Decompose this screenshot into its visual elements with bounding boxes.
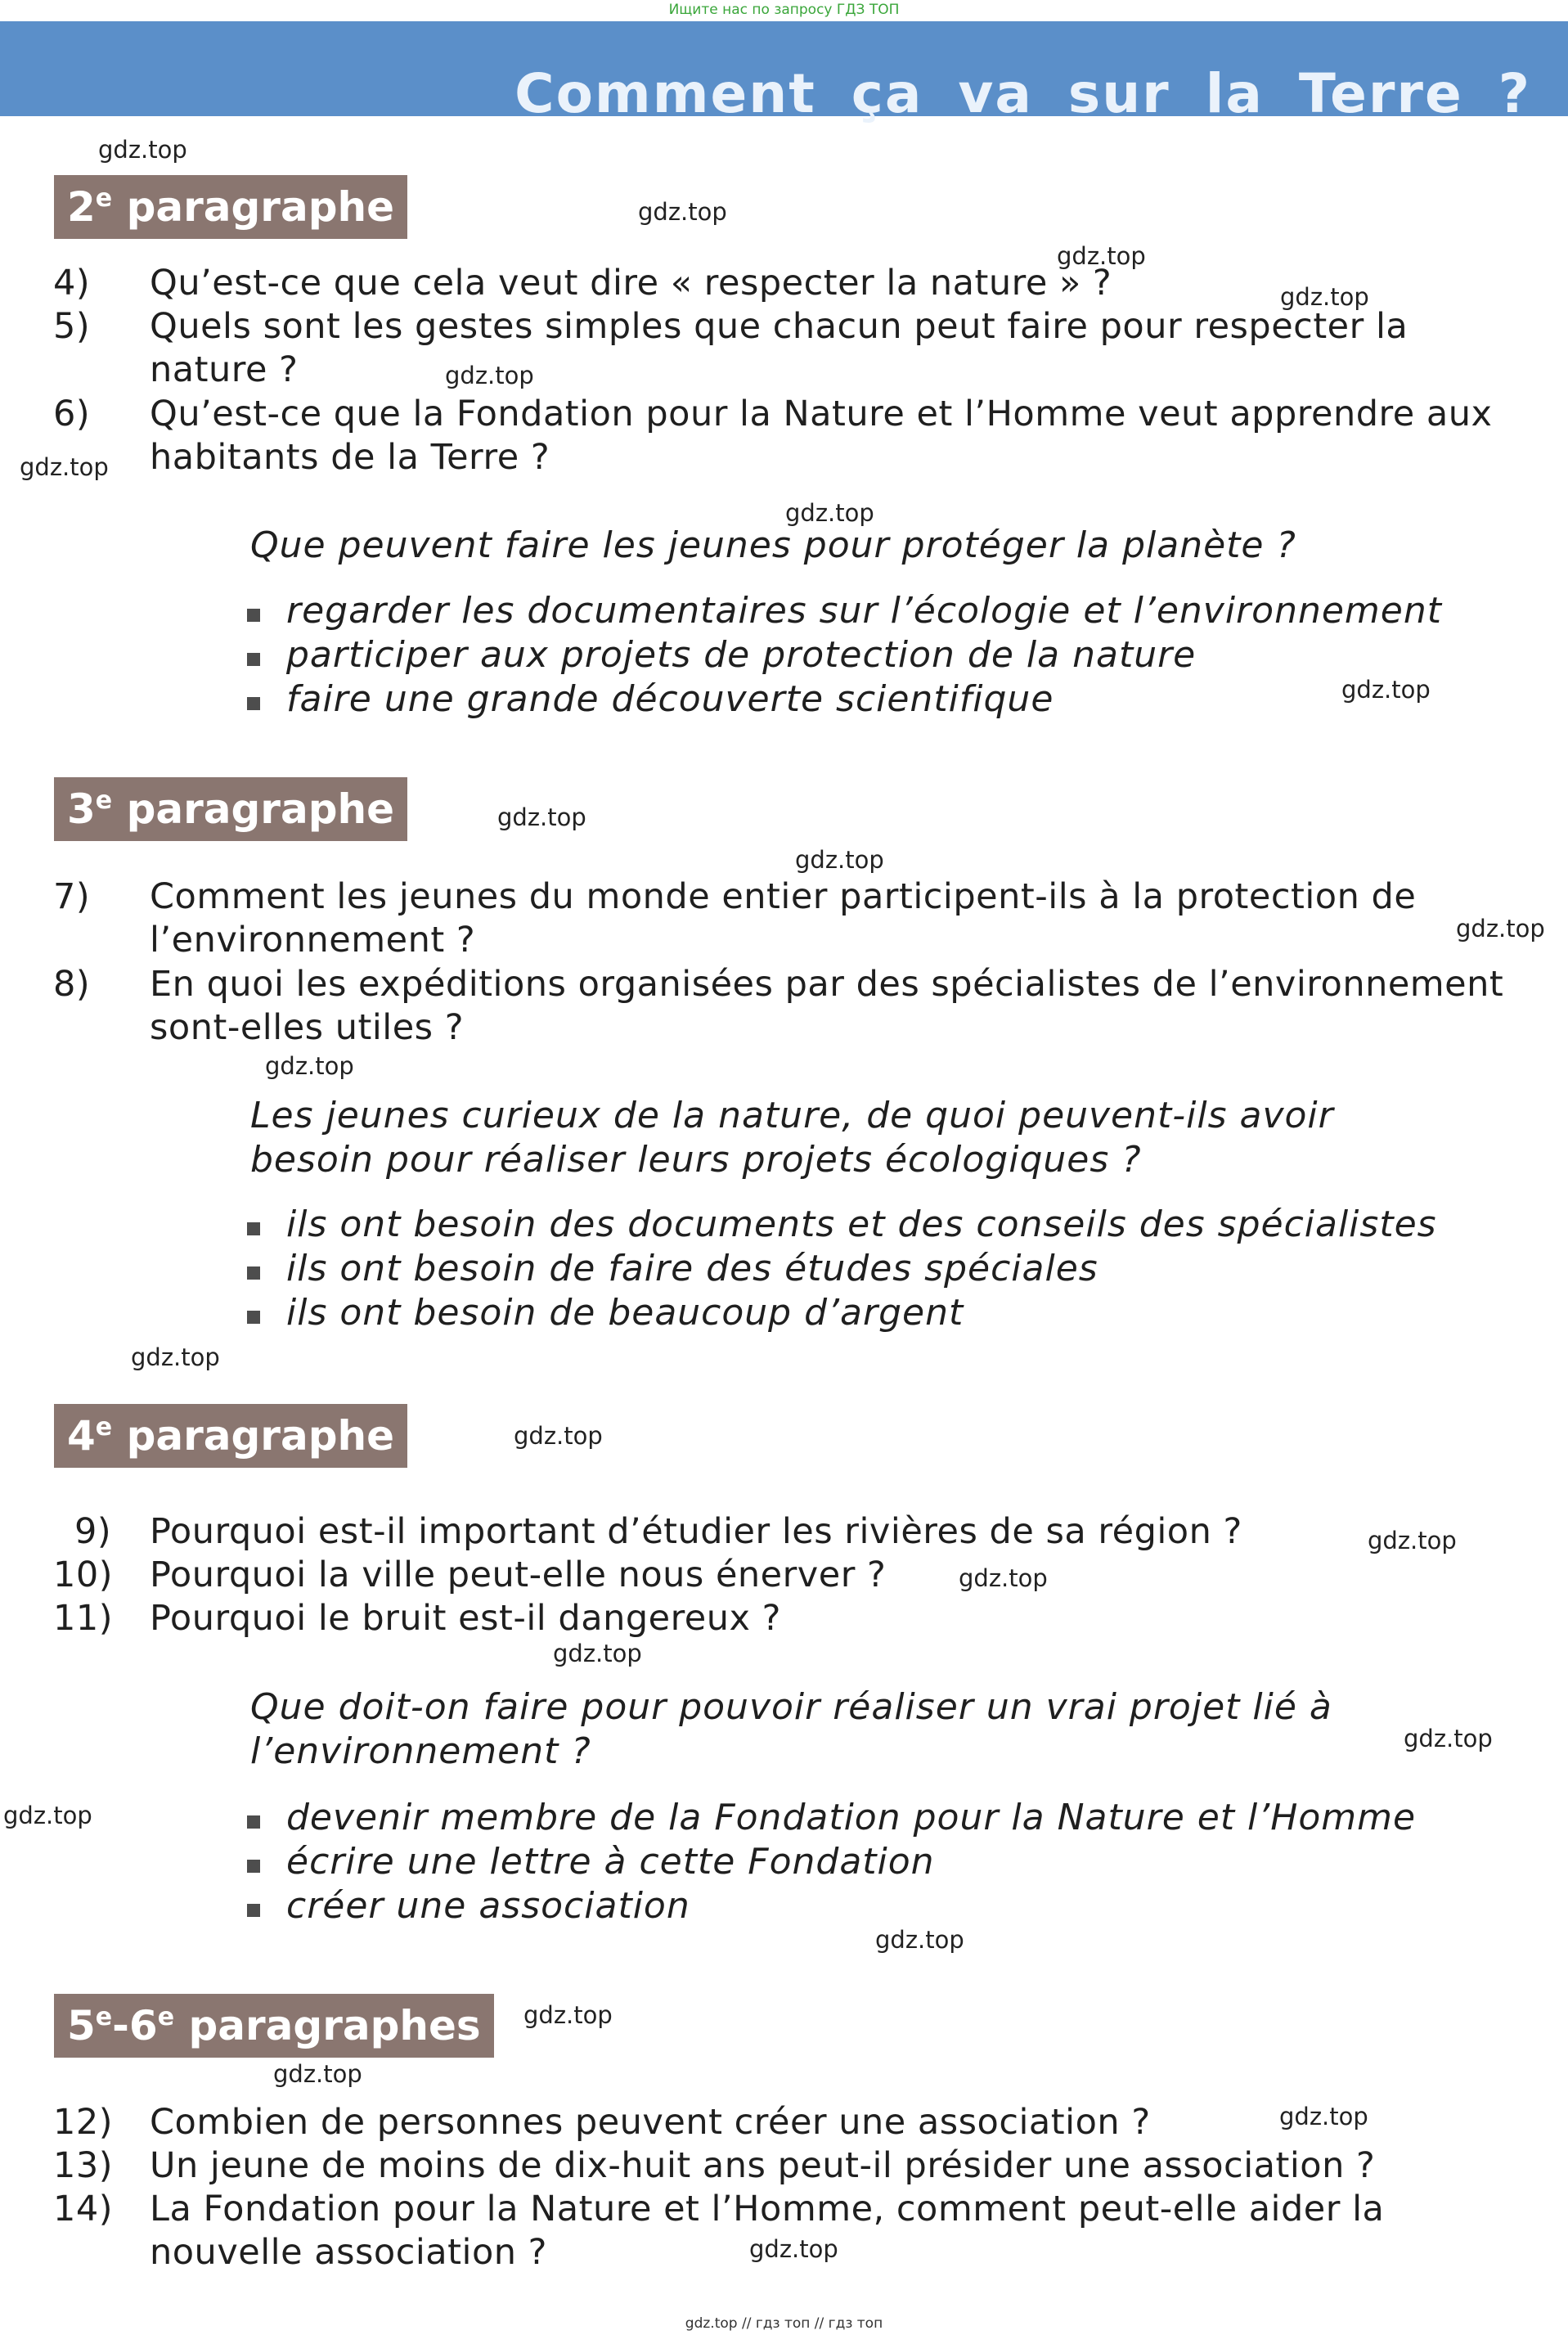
badge-number: 5 (67, 2002, 96, 2049)
watermark: gdz.top (98, 136, 187, 164)
watermark: gdz.top (1404, 1725, 1493, 1752)
badge-sup: e (95, 786, 113, 815)
watermark: gdz.top (638, 198, 727, 226)
question-text: Quels sont les gestes simples que chacun peut faire pour respecter la nature ? (150, 306, 1409, 390)
watermark: gdz.top (514, 1422, 603, 1450)
badge-word: paragraphe (126, 1412, 394, 1460)
question-number: 13) (53, 2145, 113, 2186)
question-number: 6) (53, 394, 91, 434)
badge-sup-2: e (157, 2003, 175, 2031)
question-8 (53, 963, 1524, 1050)
watermark: gdz.top (875, 1926, 964, 1954)
watermark: gdz.top (959, 1564, 1048, 1592)
badge-word: paragraphe (126, 183, 394, 231)
watermark: gdz.top (785, 499, 874, 527)
question-number: 14) (53, 2189, 113, 2229)
watermark: gdz.top (1341, 676, 1431, 704)
page-title: Comment ça va sur la Terre ? (514, 62, 1531, 125)
section-badge-2 (54, 175, 407, 239)
watermark: gdz.top (273, 2060, 362, 2088)
question-number: 8) (53, 964, 91, 1005)
question-number: 5) (53, 306, 91, 347)
discussion-prompt: Les jeunes curieux de la nature, de quoi peuvent-ils avoir besoin pour réaliser leurs projets écologiques ? (250, 1095, 1334, 1181)
badge-number: 3 (67, 785, 96, 833)
badge-sup: e (95, 2003, 113, 2031)
question-text: Un jeune de moins de dix-huit ans peut-il présider une association ? (150, 2145, 1376, 2186)
top-note: Ищите нас по запросу ГДЗ ТОП (668, 2, 900, 18)
badge-sup: e (95, 184, 113, 213)
discussion-prompt: Que doit-on faire pour pouvoir réaliser un vrai projet lié à l’environnement ? (250, 1686, 1332, 1772)
answer-option: ils ont besoin de beaucoup d’argent (247, 1291, 1437, 1335)
answer-options (247, 1203, 1437, 1335)
question-5 (53, 305, 1524, 392)
question-number: 12) (53, 2102, 113, 2143)
discussion-prompt: Que peuvent faire les jeunes pour protéger la planète ? (250, 524, 1296, 566)
answer-options (247, 589, 1442, 722)
watermark: gdz.top (795, 846, 884, 874)
watermark: gdz.top (3, 1802, 92, 1829)
question-number: 4) (53, 263, 91, 304)
question-text: Qu’est-ce que cela veut dire « respecter la nature » ? (150, 263, 1112, 304)
badge-word: paragraphe (126, 785, 394, 833)
answer-option: participer aux projets de protection de la nature (247, 633, 1442, 677)
watermark: gdz.top (445, 362, 534, 389)
question-text: La Fondation pour la Nature et l’Homme, comment peut-elle aider la nouvelle association ? (150, 2189, 1385, 2273)
watermark: gdz.top (1279, 2103, 1368, 2130)
answer-options (247, 1796, 1416, 1928)
section-badge-4 (54, 1404, 407, 1468)
question-number: 9) (74, 1511, 112, 1552)
badge-sup: e (95, 1413, 113, 1442)
question-number: 11) (53, 1598, 113, 1639)
watermark: gdz.top (265, 1052, 354, 1080)
question-11 (53, 1597, 1524, 1640)
question-text: Pourquoi est-il important d’étudier les rivières de sa région ? (150, 1511, 1242, 1552)
title-banner (0, 21, 1568, 125)
question-9 (74, 1510, 1524, 1554)
question-text: Combien de personnes peuvent créer une association ? (150, 2102, 1151, 2143)
answer-option: faire une grande découverte scientifique (247, 677, 1442, 722)
answer-option: ils ont besoin de faire des études spéciales (247, 1247, 1437, 1291)
badge-number: 2 (67, 183, 96, 231)
question-13 (53, 2144, 1524, 2188)
watermark: gdz.top (131, 1343, 220, 1371)
question-text: Comment les jeunes du monde entier participent-ils à la protection de l’environnement ? (150, 876, 1417, 961)
section-badge-3 (54, 777, 407, 841)
answer-option: regarder les documentaires sur l’écologie et l’environnement (247, 589, 1442, 633)
watermark: gdz.top (497, 803, 586, 831)
badge-word: paragraphes (188, 2002, 481, 2049)
watermark: gdz.top (553, 1640, 642, 1667)
question-text: Qu’est-ce que la Fondation pour la Nature et l’Homme veut apprendre aux habitants de la Terre ? (150, 394, 1493, 478)
answer-option: créer une association (247, 1884, 1416, 1928)
watermark: gdz.top (20, 453, 109, 481)
question-10 (53, 1554, 1524, 1597)
watermark: gdz.top (749, 2235, 838, 2263)
question-text: Pourquoi la ville peut-elle nous énerver ? (150, 1554, 887, 1595)
badge-number-2: -6 (112, 2002, 158, 2049)
watermark: gdz.top (523, 2001, 613, 2029)
section-badge-5-6 (54, 1994, 494, 2058)
badge-number: 4 (67, 1412, 96, 1460)
answer-option: écrire une lettre à cette Fondation (247, 1840, 1416, 1884)
question-text: En quoi les expéditions organisées par des spécialistes de l’environnement sont-elles utiles ? (150, 964, 1504, 1048)
footer: gdz.top // гдз топ // гдз топ (685, 2315, 883, 2332)
answer-option: ils ont besoin des documents et des conseils des spécialistes (247, 1203, 1437, 1247)
watermark: gdz.top (1280, 283, 1369, 311)
watermark: gdz.top (1057, 242, 1146, 270)
watermark: gdz.top (1456, 915, 1545, 943)
watermark: gdz.top (1368, 1527, 1457, 1554)
question-number: 10) (53, 1554, 113, 1595)
question-number: 7) (53, 876, 91, 917)
question-7 (53, 875, 1524, 962)
question-text: Pourquoi le bruit est-il dangereux ? (150, 1598, 781, 1639)
answer-option: devenir membre de la Fondation pour la Nature et l’Homme (247, 1796, 1416, 1840)
